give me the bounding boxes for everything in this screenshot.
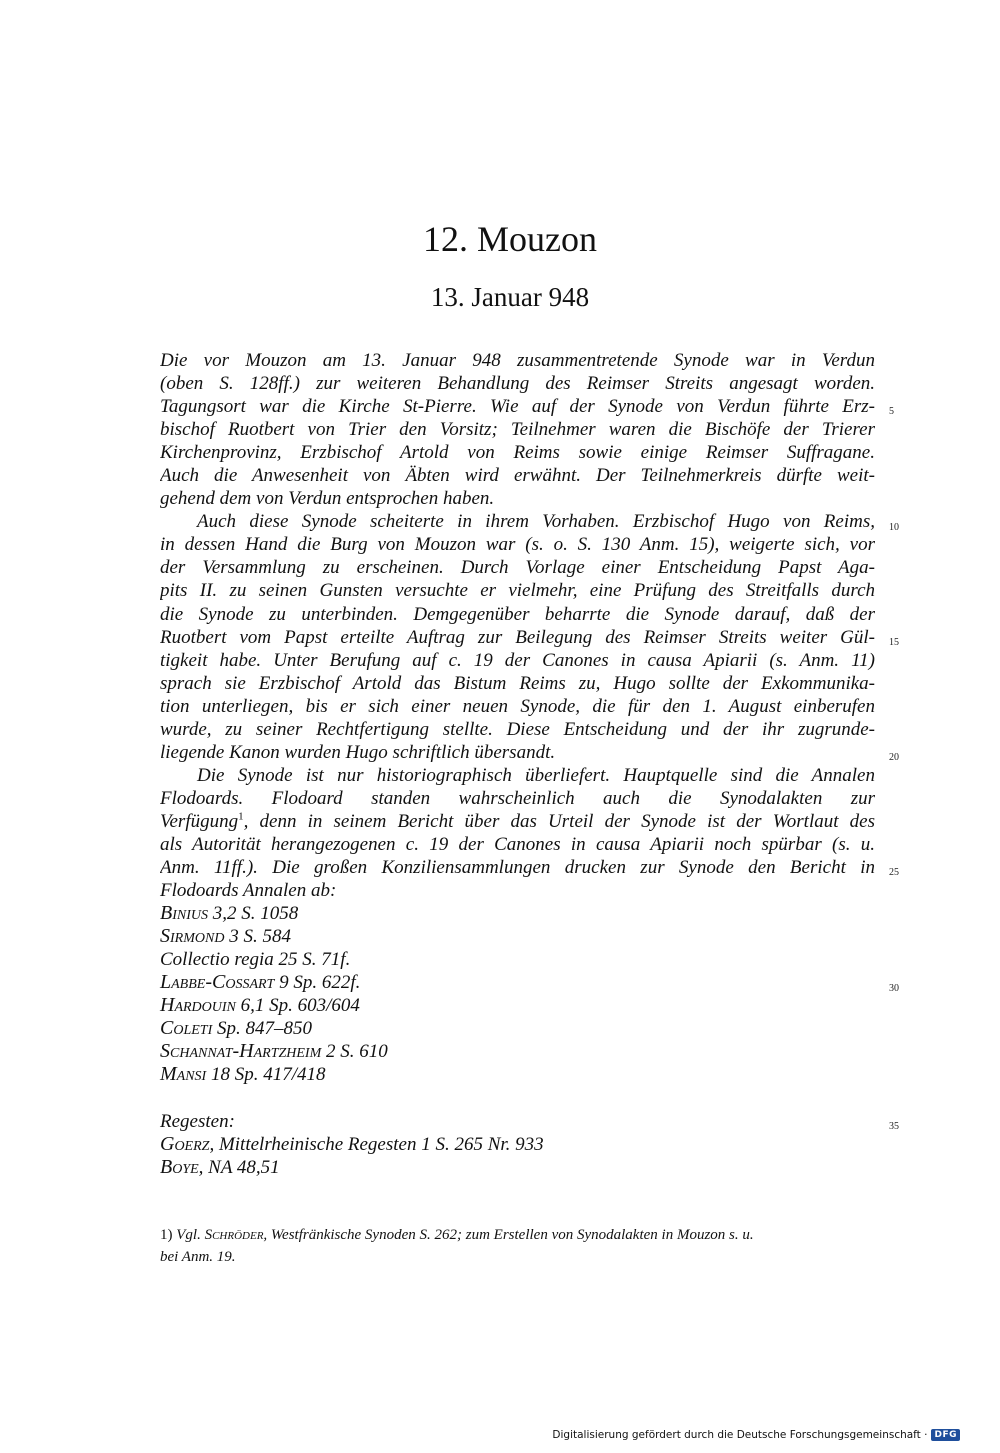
text-line: in dessen Hand die Burg von Mouzon war (s. o. S. 130 Anm. 15), weigerte sich, vor bbox=[160, 534, 875, 556]
credit-text: Digitalisierung gefördert durch die Deutsche Forschungsgemeinschaft · bbox=[552, 1429, 928, 1441]
text-line: wurde, zu seiner Rechtfertigung stellte. Diese Entscheidung und der ihr zugrunde- bbox=[160, 718, 875, 740]
author-name: Labbe-Cossart bbox=[160, 971, 275, 994]
author-name: Hardouin bbox=[160, 994, 236, 1017]
regesten-entry bbox=[160, 1156, 875, 1179]
text-line: (oben S. 128ff.) zur weiteren Behandlung des Reimser Streits angesagt worden. bbox=[160, 373, 875, 395]
author-name: Sirmond bbox=[160, 925, 225, 948]
collection-entry bbox=[160, 1063, 875, 1086]
collection-entry bbox=[160, 925, 875, 948]
main-text bbox=[160, 349, 875, 1179]
text-line: sprach sie Erzbischof Artold das Bistum Reims zu, Hugo sollte der Exkommunika- bbox=[160, 672, 875, 694]
collection-entry bbox=[160, 948, 875, 971]
reference: 9 Sp. 622f. bbox=[274, 972, 361, 994]
text-segment: , denn in seinem Bericht über das Urteil der Synode ist der Wortlaut des bbox=[243, 810, 875, 832]
text-line: Tagungsort war die Kirche St-Pierre. Wie auf der Synode von Verdun führte Erz- bbox=[160, 396, 875, 418]
text-line: Anm. 11ff.). Die großen Konziliensammlungen drucken zur Synode den Bericht in bbox=[160, 857, 875, 879]
reference: 3,2 S. 1058 bbox=[208, 903, 299, 925]
collection-entry bbox=[160, 994, 875, 1017]
line-number: 35 bbox=[889, 1121, 899, 1132]
line-number: 5 bbox=[889, 406, 894, 417]
text-line: Flodoards Annalen ab: bbox=[160, 880, 337, 902]
text-line: tigkeit habe. Unter Berufung auf c. 19 der Canones in causa Apiarii (s. Anm. 11) bbox=[160, 649, 875, 671]
collection-entry bbox=[160, 1040, 875, 1063]
author-name: Schröder bbox=[204, 1227, 264, 1243]
line-number: 15 bbox=[889, 637, 899, 648]
text-line: bischof Ruotbert von Trier den Vorsitz; Teilnehmer waren die Bischöfe der Trierer bbox=[160, 419, 875, 441]
footnote-line: bei Anm. 19. bbox=[160, 1249, 236, 1265]
collection-entry bbox=[160, 1017, 875, 1040]
line-number: 30 bbox=[889, 983, 899, 994]
digitization-credit bbox=[552, 1429, 960, 1441]
text-line: der Versammlung zu erscheinen. Durch Vorlage einer Entscheidung Papst Aga- bbox=[160, 557, 875, 579]
regesten-entry bbox=[160, 1133, 875, 1156]
author-name: Mansi bbox=[160, 1063, 207, 1086]
dfg-logo: DFG bbox=[931, 1429, 960, 1441]
line-number: 25 bbox=[889, 867, 899, 878]
author-name: Boye bbox=[160, 1155, 199, 1178]
text-line: Kirchenprovinz, Erzbischof Artold von Reims sowie einige Reimser Suffragane. bbox=[160, 442, 875, 464]
text-segment: Verfügung bbox=[160, 810, 239, 832]
line-number: 20 bbox=[889, 752, 899, 763]
chapter-title: 12. Mouzon bbox=[423, 219, 597, 259]
reference: 3 S. 584 bbox=[224, 926, 291, 948]
text-line: Ruotbert vom Papst erteilte Auftrag zur Beilegung des Reimser Streits weiter Gül- bbox=[160, 626, 875, 648]
collection-entry bbox=[160, 902, 875, 925]
footnote-text: Vgl. bbox=[172, 1227, 205, 1243]
author-name: Goerz bbox=[160, 1132, 210, 1155]
reference: 6,1 Sp. 603/604 bbox=[235, 995, 360, 1017]
text-line: als Autorität herangezogenen c. 19 der Canones in causa Apiarii noch spürbar (s. u. bbox=[160, 833, 875, 855]
blank-line bbox=[160, 1087, 875, 1110]
regesten-label: Regesten: bbox=[160, 1110, 235, 1132]
text-line: liegende Kanon wurden Hugo schriftlich übersandt. bbox=[160, 741, 556, 763]
text-line bbox=[160, 810, 875, 833]
reference: Collectio regia 25 S. 71f. bbox=[160, 949, 351, 971]
reference: , Mittelrheinische Regesten 1 S. 265 Nr. 933 bbox=[209, 1133, 544, 1155]
reference: 2 S. 610 bbox=[321, 1041, 388, 1063]
text-line: die Synode zu unterbinden. Demgegenüber beharrte die Synode darauf, daß der bbox=[160, 603, 875, 625]
collection-entry bbox=[160, 971, 875, 994]
footnote-line bbox=[160, 1224, 884, 1246]
footnote-number: 1) bbox=[160, 1227, 173, 1243]
chapter-date: 13. Januar 948 bbox=[430, 282, 590, 312]
reference: Sp. 847–850 bbox=[212, 1018, 312, 1040]
author-name: Coleti bbox=[160, 1017, 213, 1040]
text-line: Die Synode ist nur historiographisch überliefert. Hauptquelle sind die Annalen bbox=[197, 764, 875, 786]
text-line: pits II. zu seinen Gunsten versuchte er vielmehr, eine Prüfung des Streitfalls durch bbox=[160, 580, 875, 602]
footnote bbox=[160, 1224, 884, 1268]
text-line: Auch die Anwesenheit von Äbten wird erwähnt. Der Teilnehmerkreis dürfte weit- bbox=[160, 465, 875, 487]
text-line: Auch diese Synode scheiterte in ihrem Vorhaben. Erzbischof Hugo von Reims, bbox=[197, 511, 875, 533]
reference: , NA 48,51 bbox=[198, 1156, 280, 1178]
author-name: Schannat-Hartzheim bbox=[160, 1040, 322, 1063]
footnote-marker[interactable]: 1 bbox=[238, 810, 244, 823]
footnote-text: , Westfränkische Synoden S. 262; zum Erstellen von Synodalakten in Mouzon s. u. bbox=[263, 1227, 754, 1243]
reference: 18 Sp. 417/418 bbox=[206, 1064, 326, 1086]
text-line: Flodoards. Flodoard standen wahrscheinlich auch die Synodalakten zur bbox=[160, 787, 875, 809]
text-line: gehend dem von Verdun entsprochen haben. bbox=[160, 488, 495, 510]
text-line: Die vor Mouzon am 13. Januar 948 zusammentretende Synode war in Verdun bbox=[160, 350, 875, 371]
text-line: tion unterliegen, bis er sich einer neuen Synode, die für den 1. August einberufen bbox=[160, 695, 875, 717]
author-name: Binius bbox=[160, 902, 208, 925]
line-number: 10 bbox=[889, 522, 899, 533]
